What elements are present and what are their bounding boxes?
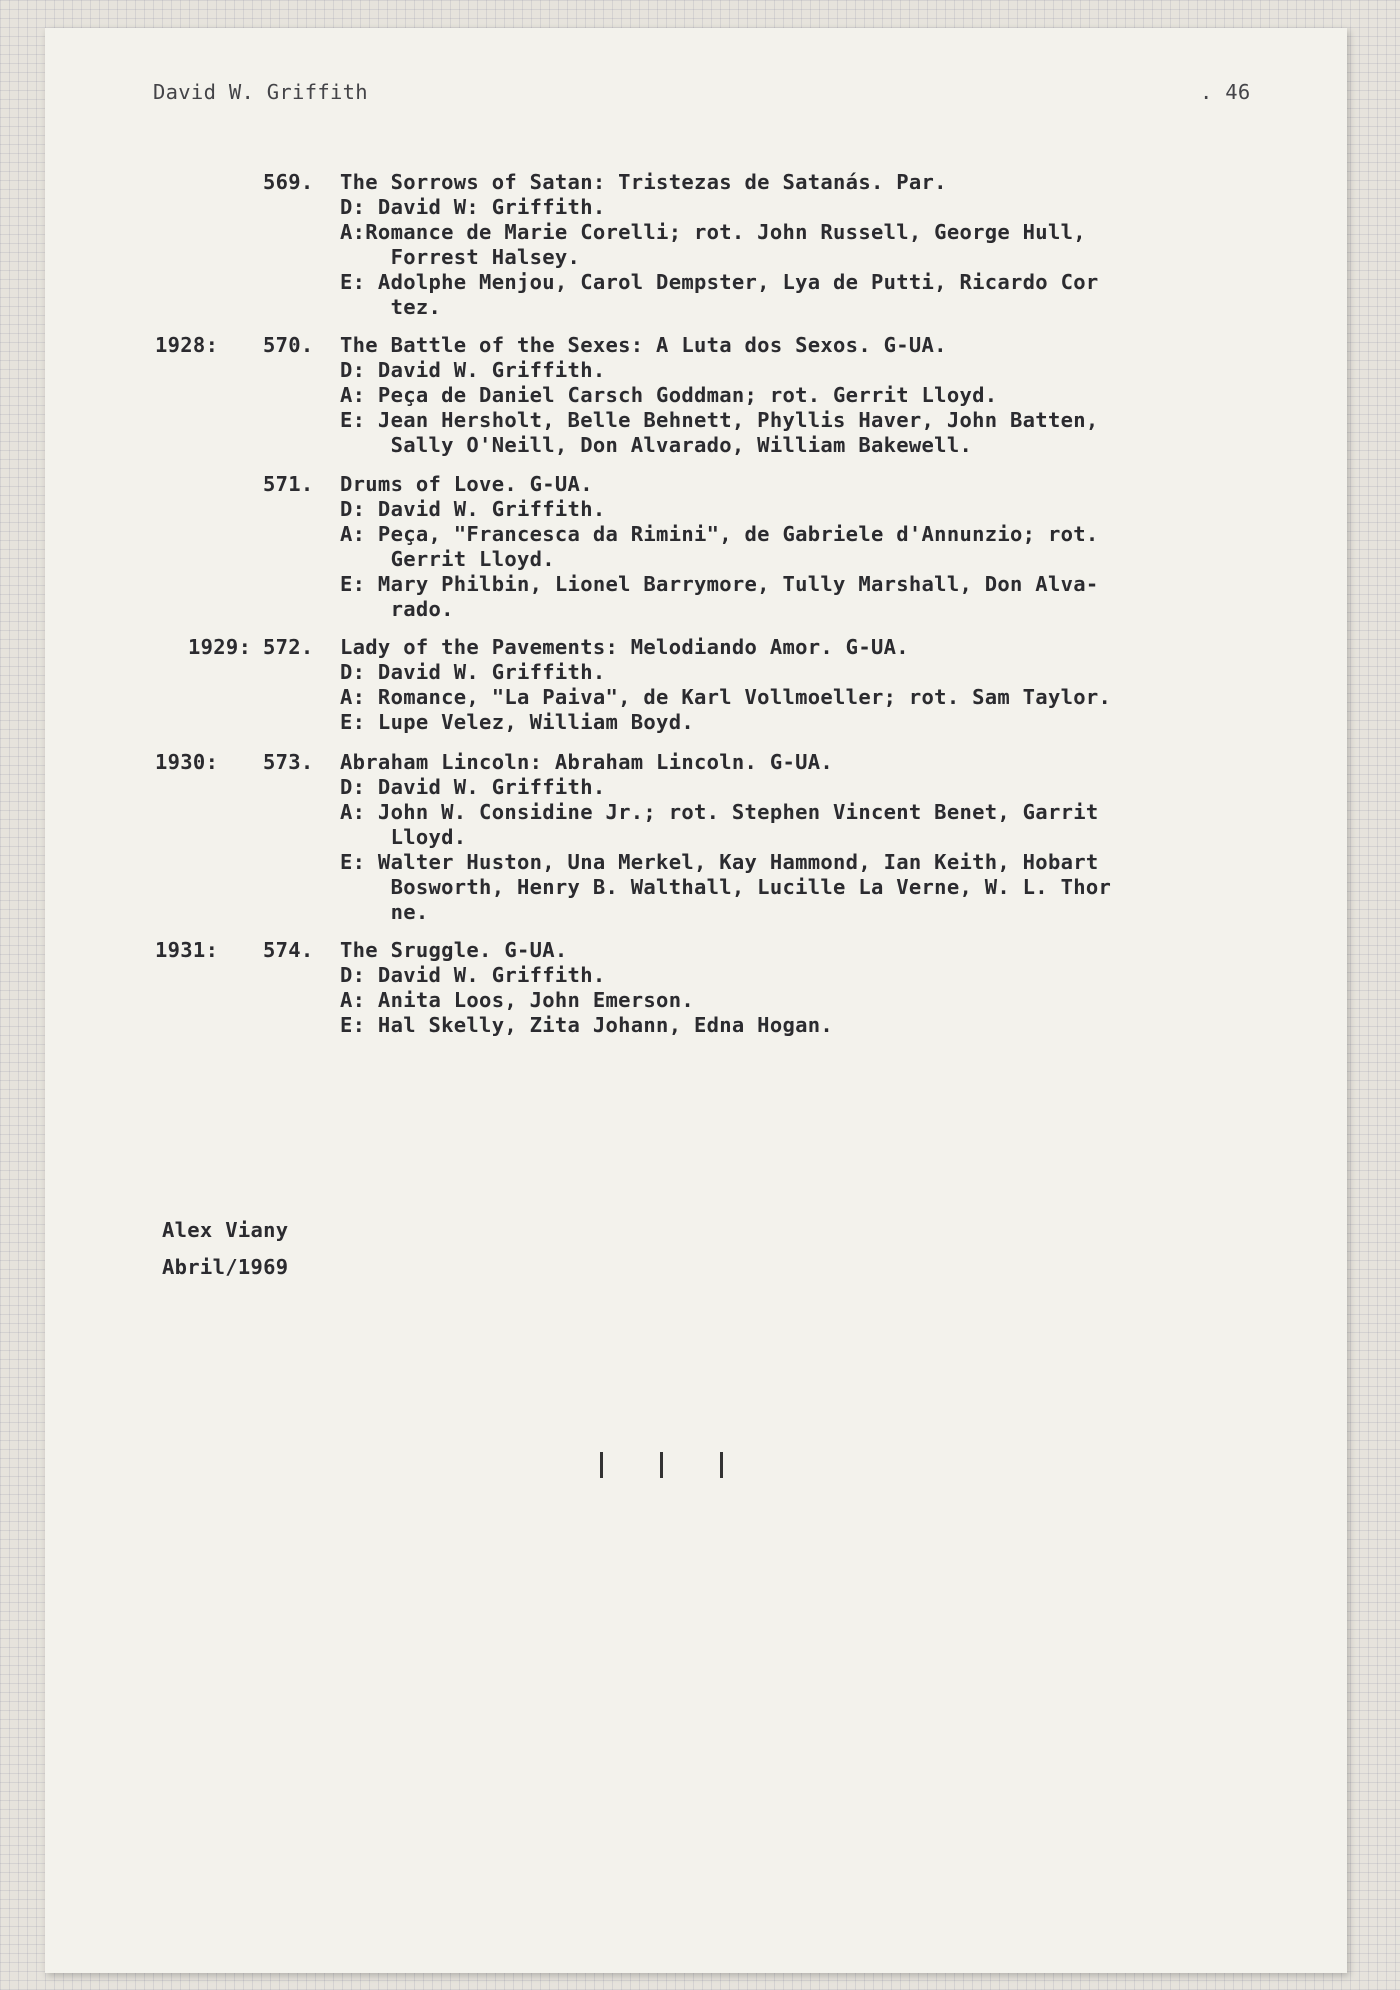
entry-573-number: 573. [263, 750, 314, 774]
entry-570-source: A: Peça de Daniel Carsch Goddman; rot. Gerrit Lloyd. [340, 383, 998, 407]
entry-574-year: 1931: [155, 938, 219, 962]
entry-569-number: 569. [263, 170, 314, 194]
entry-572-year: 1929: [188, 635, 252, 659]
entry-572-cast: E: Lupe Velez, William Boyd. [340, 710, 694, 734]
entry-572-director: D: David W. Griffith. [340, 660, 606, 684]
entry-573-cast: E: Walter Huston, Una Merkel, Kay Hammond, Ian Keith, Hobart [340, 850, 1099, 874]
signature-name: Alex Viany [162, 1218, 289, 1242]
entry-569-cast-cont: tez. [340, 295, 442, 319]
page-number: . 46 [1200, 80, 1251, 104]
entry-571-director: D: David W. Griffith. [340, 497, 606, 521]
entry-573-title: Abraham Lincoln: Abraham Lincoln. G-UA. [340, 750, 834, 774]
entry-573-director: D: David W. Griffith. [340, 775, 606, 799]
entry-570-cast-cont: Sally O'Neill, Don Alvarado, William Bakewell. [340, 433, 973, 457]
entry-569-source-cont: Forrest Halsey. [340, 245, 581, 269]
entry-569-cast: E: Adolphe Menjou, Carol Dempster, Lya de Putti, Ricardo Cor [340, 270, 1099, 294]
entry-574-number: 574. [263, 938, 314, 962]
entry-571-source: A: Peça, "Francesca da Rimini", de Gabriele d'Annunzio; rot. [340, 522, 1099, 546]
entry-574-director: D: David W. Griffith. [340, 963, 606, 987]
entry-573-cast-cont: Bosworth, Henry B. Walthall, Lucille La Verne, W. L. Thor [340, 875, 1112, 899]
entry-573-source: A: John W. Considine Jr.; rot. Stephen Vincent Benet, Garrit [340, 800, 1099, 824]
entry-574-cast: E: Hal Skelly, Zita Johann, Edna Hogan. [340, 1013, 834, 1037]
end-mark [660, 1452, 663, 1478]
entry-573-cast-cont-2: ne. [340, 900, 429, 924]
entry-570-year: 1928: [155, 333, 219, 357]
entry-570-number: 570. [263, 333, 314, 357]
document-page [45, 28, 1347, 1973]
entry-573-source-cont: Lloyd. [340, 825, 467, 849]
end-mark [720, 1452, 723, 1478]
entry-572-number: 572. [263, 635, 314, 659]
entry-569-director: D: David W: Griffith. [340, 195, 606, 219]
entry-571-cast-cont: rado. [340, 597, 454, 621]
entry-571-source-cont: Gerrit Lloyd. [340, 547, 555, 571]
entry-569-source: A:Romance de Marie Corelli; rot. John Russell, George Hull, [340, 220, 1086, 244]
entry-571-number: 571. [263, 472, 314, 496]
entry-571-title: Drums of Love. G-UA. [340, 472, 593, 496]
entry-572-title: Lady of the Pavements: Melodiando Amor. G-UA. [340, 635, 909, 659]
end-mark [600, 1452, 603, 1478]
entry-570-director: D: David W. Griffith. [340, 358, 606, 382]
entry-574-title: The Sruggle. G-UA. [340, 938, 568, 962]
entry-574-source: A: Anita Loos, John Emerson. [340, 988, 694, 1012]
entry-572-source: A: Romance, "La Paiva", de Karl Vollmoeller; rot. Sam Taylor. [340, 685, 1112, 709]
signature-date: Abril/1969 [162, 1255, 289, 1279]
entry-570-title: The Battle of the Sexes: A Luta dos Sexos. G-UA. [340, 333, 947, 357]
entry-573-year: 1930: [155, 750, 219, 774]
entry-571-cast: E: Mary Philbin, Lionel Barrymore, Tully Marshall, Don Alva- [340, 572, 1099, 596]
header-author: David W. Griffith [153, 80, 368, 104]
entry-569-title: The Sorrows of Satan: Tristezas de Satanás. Par. [340, 170, 947, 194]
entry-570-cast: E: Jean Hersholt, Belle Behnett, Phyllis Haver, John Batten, [340, 408, 1099, 432]
